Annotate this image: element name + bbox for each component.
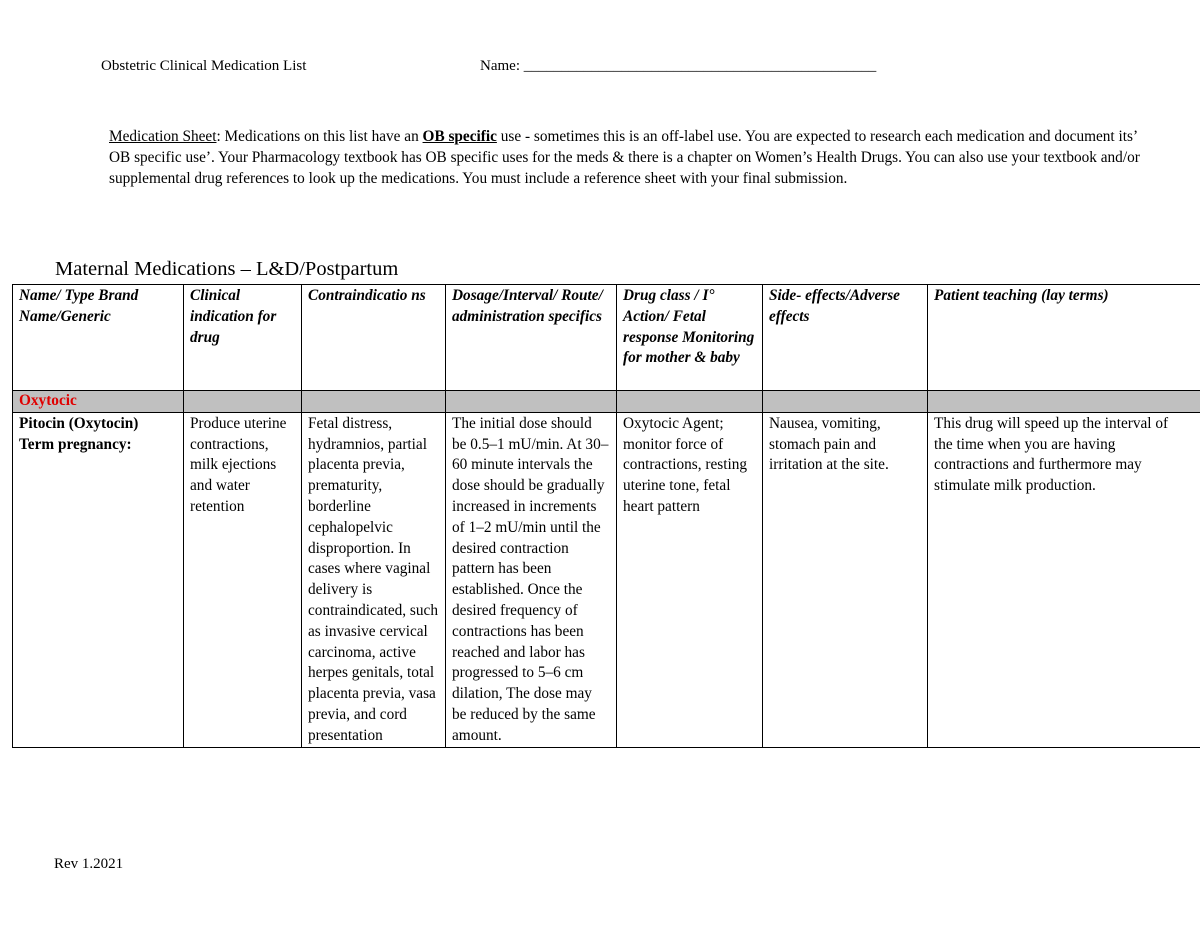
category-label: Oxytocic [19, 392, 77, 409]
category-cell [13, 391, 184, 413]
dosage-cell: The initial dose should be 0.5–1 mU/min. At 30–60 minute intervals the dose should be gradually increased in increments of 1–2 mU/min until the desired contraction pattern has been established. Once the desired frequency of contractions has been reached and labor has progressed to 5–6 cm dilation, The dose may be reduced by the same amount. [446, 412, 617, 747]
table-header-row [13, 285, 1200, 391]
drug-class-cell: Oxytocic Agent; monitor force of contractions, resting uterine tone, fetal heart pattern [617, 412, 763, 747]
drug-name: Pitocin (Oxytocin) [19, 414, 139, 432]
teaching-line: stimulate milk production. [934, 477, 1096, 495]
intro-text-1: : Medications on this list have an [216, 128, 423, 145]
patient-teaching-cell [928, 412, 1200, 747]
teaching-line: the time when you are having [934, 435, 1116, 453]
header-dosage: Dosage/Interval/ Route/ administration specifics [446, 285, 617, 391]
category-row [13, 391, 1200, 413]
drug-type: Term pregnancy: [19, 435, 132, 453]
intro-emphasis: OB specific [422, 128, 497, 145]
side-effects-cell: Nausea, vomiting, stomach pain and irritation at the site. [763, 412, 928, 747]
name-field-label: Name: _______________________________________________ [480, 58, 877, 74]
intro-text-2: use - sometimes this is an off-label use. You are expected to research each medication and document its’ OB specific use’. Your Pharmacology textbook has OB specific uses for the meds & there is a chapter on Women’s Health Drugs. You can also use your textbook and/or supplemental drug references to look up the medications. You must include a reference sheet with your final submission. [109, 128, 1140, 187]
header-drug-class: Drug class / I° Action/ Fetal response Monitoring for mother & baby [617, 285, 763, 391]
medication-table [12, 284, 1200, 748]
teaching-line: contractions and furthermore may [934, 456, 1142, 474]
header-side-effects: Side- effects/Adverse effects [763, 285, 928, 391]
document-title: Obstetric Clinical Medication List [101, 58, 307, 74]
indication-cell: Produce uterine contractions, milk ejections and water retention [184, 412, 302, 747]
intro-label: Medication Sheet [109, 128, 217, 145]
revision-footer: Rev 1.2021 [54, 856, 124, 872]
contraindications-cell: Fetal distress, hydramnios, partial placenta previa, prematurity, borderline cephalopelvic disproportion. In cases where vaginal delivery is contraindicated, such as invasive cervical carcinoma, active herpes genitals, total placenta previa, vasa previa, and cord presentation [302, 412, 446, 747]
intro-paragraph [109, 126, 1149, 189]
header-patient-teaching: Patient teaching (lay terms) [928, 285, 1200, 391]
header-clinical-indication: Clinical indication for drug [184, 285, 302, 391]
teaching-line: This drug will speed up the interval of [934, 414, 1169, 432]
header-contraindications: Contraindicatio ns [302, 285, 446, 391]
drug-name-cell [13, 412, 184, 747]
section-title: Maternal Medications – L&D/Postpartum [55, 258, 399, 280]
header-name-type: Name/ Type Brand Name/Generic [13, 285, 184, 391]
table-row [13, 412, 1200, 747]
